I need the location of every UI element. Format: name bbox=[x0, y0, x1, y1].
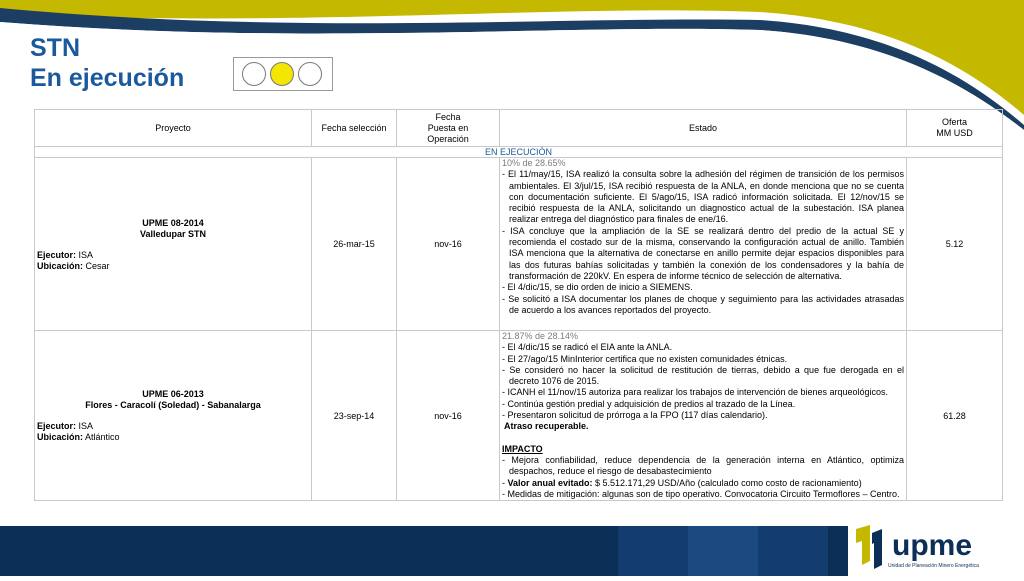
project-cell bbox=[35, 158, 312, 331]
estado-item: - El 4/dic/15, se dio orden de inicio a SIEMENS. bbox=[502, 282, 693, 293]
project-ubicacion bbox=[37, 432, 309, 442]
project-code: UPME 06-2013 bbox=[142, 389, 204, 400]
avance-text: 10% de 28.65% bbox=[502, 158, 566, 168]
valor-anual-value: $ 5.512.171,29 USD/Año (calculado como costo de racionamiento) bbox=[592, 477, 862, 488]
ubicacion-label: Ubicación: bbox=[37, 432, 84, 443]
title-line-1: STN bbox=[30, 34, 80, 62]
upme-logo bbox=[848, 521, 1024, 576]
header-proyecto: Proyecto bbox=[35, 110, 312, 147]
header-fecha-puesta-line2: Puesta en bbox=[427, 122, 469, 133]
header-fecha-puesta bbox=[397, 110, 500, 147]
impacto-list bbox=[502, 455, 904, 500]
projects-table bbox=[34, 109, 1003, 501]
impacto-item: - Mejora confiabilidad, reduce dependencia de la generación interna en Atlántico, optimiza despachos, reduce el riesgo de desabastecimiento bbox=[502, 454, 904, 477]
header-oferta bbox=[907, 110, 1003, 147]
page-title bbox=[30, 33, 184, 93]
estado-item: - ICANH el 11/nov/15 autoriza para realizar los trabajos de intervención de bienes arqueológicos. bbox=[502, 387, 889, 398]
fecha-seleccion-cell: 26-mar-15 bbox=[312, 158, 397, 331]
header-fecha-seleccion: Fecha selección bbox=[312, 110, 397, 147]
fecha-puesta-cell: nov-16 bbox=[397, 158, 500, 331]
table-row bbox=[35, 158, 1003, 331]
fecha-puesta-cell: nov-16 bbox=[397, 331, 500, 501]
oferta-cell: 5.12 bbox=[907, 158, 1003, 331]
upme-logo-text: upme bbox=[892, 529, 973, 562]
header-estado: Estado bbox=[500, 110, 907, 147]
header-fecha-puesta-line1: Fecha bbox=[435, 111, 461, 122]
status-traffic-light bbox=[233, 57, 333, 91]
upme-logo-subtitle: Unidad de Planeación Minero Energética bbox=[888, 563, 979, 569]
estado-list bbox=[502, 169, 904, 316]
estado-item: - Continúa gestión predial y adquisición de predios al trazado de la Línea. bbox=[502, 398, 796, 409]
impacto-item: - Medidas de mitigación: algunas son de tipo operativo. Convocatoria Circuito Termoflores – Centro. bbox=[502, 488, 900, 499]
project-title: Valledupar STN bbox=[139, 228, 207, 239]
upme-logo-graphic bbox=[848, 521, 1024, 576]
project-ejecutor bbox=[37, 421, 309, 432]
ubicacion-value: Atlántico bbox=[83, 432, 120, 443]
ejecutor-label: Ejecutor: bbox=[37, 421, 77, 432]
estado-item: - Se solicitó a ISA documentar los planes de choque y seguimiento para las actividades atrasadas de acuerdo a los avances reportados del proyecto. bbox=[502, 293, 904, 315]
estado-item: - Presentaron solicitud de prórroga a la FPO (117 días calendario). bbox=[502, 410, 768, 421]
estado-cell bbox=[500, 331, 907, 501]
oferta-cell: 61.28 bbox=[907, 331, 1003, 501]
header-fecha-puesta-line3: Operación bbox=[427, 133, 469, 144]
valor-anual-label: Valor anual evitado: bbox=[507, 477, 593, 488]
project-code: UPME 08-2014 bbox=[142, 217, 204, 228]
table-row bbox=[35, 331, 1003, 501]
title-line-2: En ejecución bbox=[30, 64, 185, 92]
estado-list bbox=[502, 342, 904, 421]
ejecutor-value: ISA bbox=[76, 421, 94, 432]
estado-item: - ISA concluye que la ampliación de la SE se realizará dentro del predio de la actual SE y recomienda el costado sur de la misma, conservando la configuración actual de anillo. También ISA menciona que la alternativa de conectarse en anillo permite dejar espacios disponibles para las dos futuras bahías solicitadas y también la conexión de los condensadores y la bahía de transformación de 220kV. En espera de informe técnico de selección de alternativa. bbox=[502, 225, 904, 281]
ubicacion-label: Ubicación: bbox=[37, 260, 84, 271]
section-label: EN EJECUCIÓN bbox=[35, 147, 1003, 158]
project-cell bbox=[35, 331, 312, 501]
traffic-light-yellow-on bbox=[270, 62, 294, 86]
estado-item: - El 11/may/15, ISA realizó la consulta sobre la adhesión del régimen de transición de los permisos ambientales. El 3/jul/15, ISA recibió respuesta de la ANLA, en donde menciona que no se cuenta con documentación suficiente. El 5/ago/15, ISA radicó información solicitada. El 12/nov/15 se recibió respuesta de la ANLA, solicitando un diagnostico actual de la subestación. ISA planea realizar entrega del diagnóstico para finales de ene/16. bbox=[502, 169, 904, 225]
estado-item: - El 4/dic/15 se radicó el EIA ante la ANLA. bbox=[502, 342, 673, 353]
traffic-light-off-right bbox=[298, 62, 322, 86]
impacto-heading: IMPACTO bbox=[502, 443, 543, 454]
impacto-item: - Valor anual evitado: $ 5.512.171,29 USD/Año (calculado como costo de racionamiento) bbox=[502, 477, 862, 488]
estado-cell bbox=[500, 158, 907, 331]
traffic-light-off-left bbox=[242, 62, 266, 86]
avance-text: 21.87% de 28.14% bbox=[502, 331, 579, 341]
header-oferta-line1: Oferta bbox=[941, 117, 967, 127]
ubicacion-value: Cesar bbox=[83, 260, 110, 271]
fecha-seleccion-cell: 23-sep-14 bbox=[312, 331, 397, 501]
header-oferta-line2: MM USD bbox=[936, 128, 973, 138]
estado-item: - Se consideró no hacer la solicitud de restitución de tierras, debido a que fue derogada en el decreto 1076 de 2015. bbox=[502, 364, 904, 387]
table-header-row bbox=[35, 110, 1003, 147]
project-ubicacion bbox=[37, 261, 309, 271]
ejecutor-label: Ejecutor: bbox=[37, 249, 77, 260]
section-row bbox=[35, 147, 1003, 158]
project-ejecutor bbox=[37, 250, 309, 261]
estado-item: - El 27/ago/15 MinInterior certifica que no existen comunidades étnicas. bbox=[502, 353, 788, 364]
project-title: Flores - Caracolí (Soledad) - Sabanalarga bbox=[85, 400, 261, 411]
atraso-text: Atraso recuperable. bbox=[504, 421, 589, 432]
ejecutor-value: ISA bbox=[76, 249, 94, 260]
